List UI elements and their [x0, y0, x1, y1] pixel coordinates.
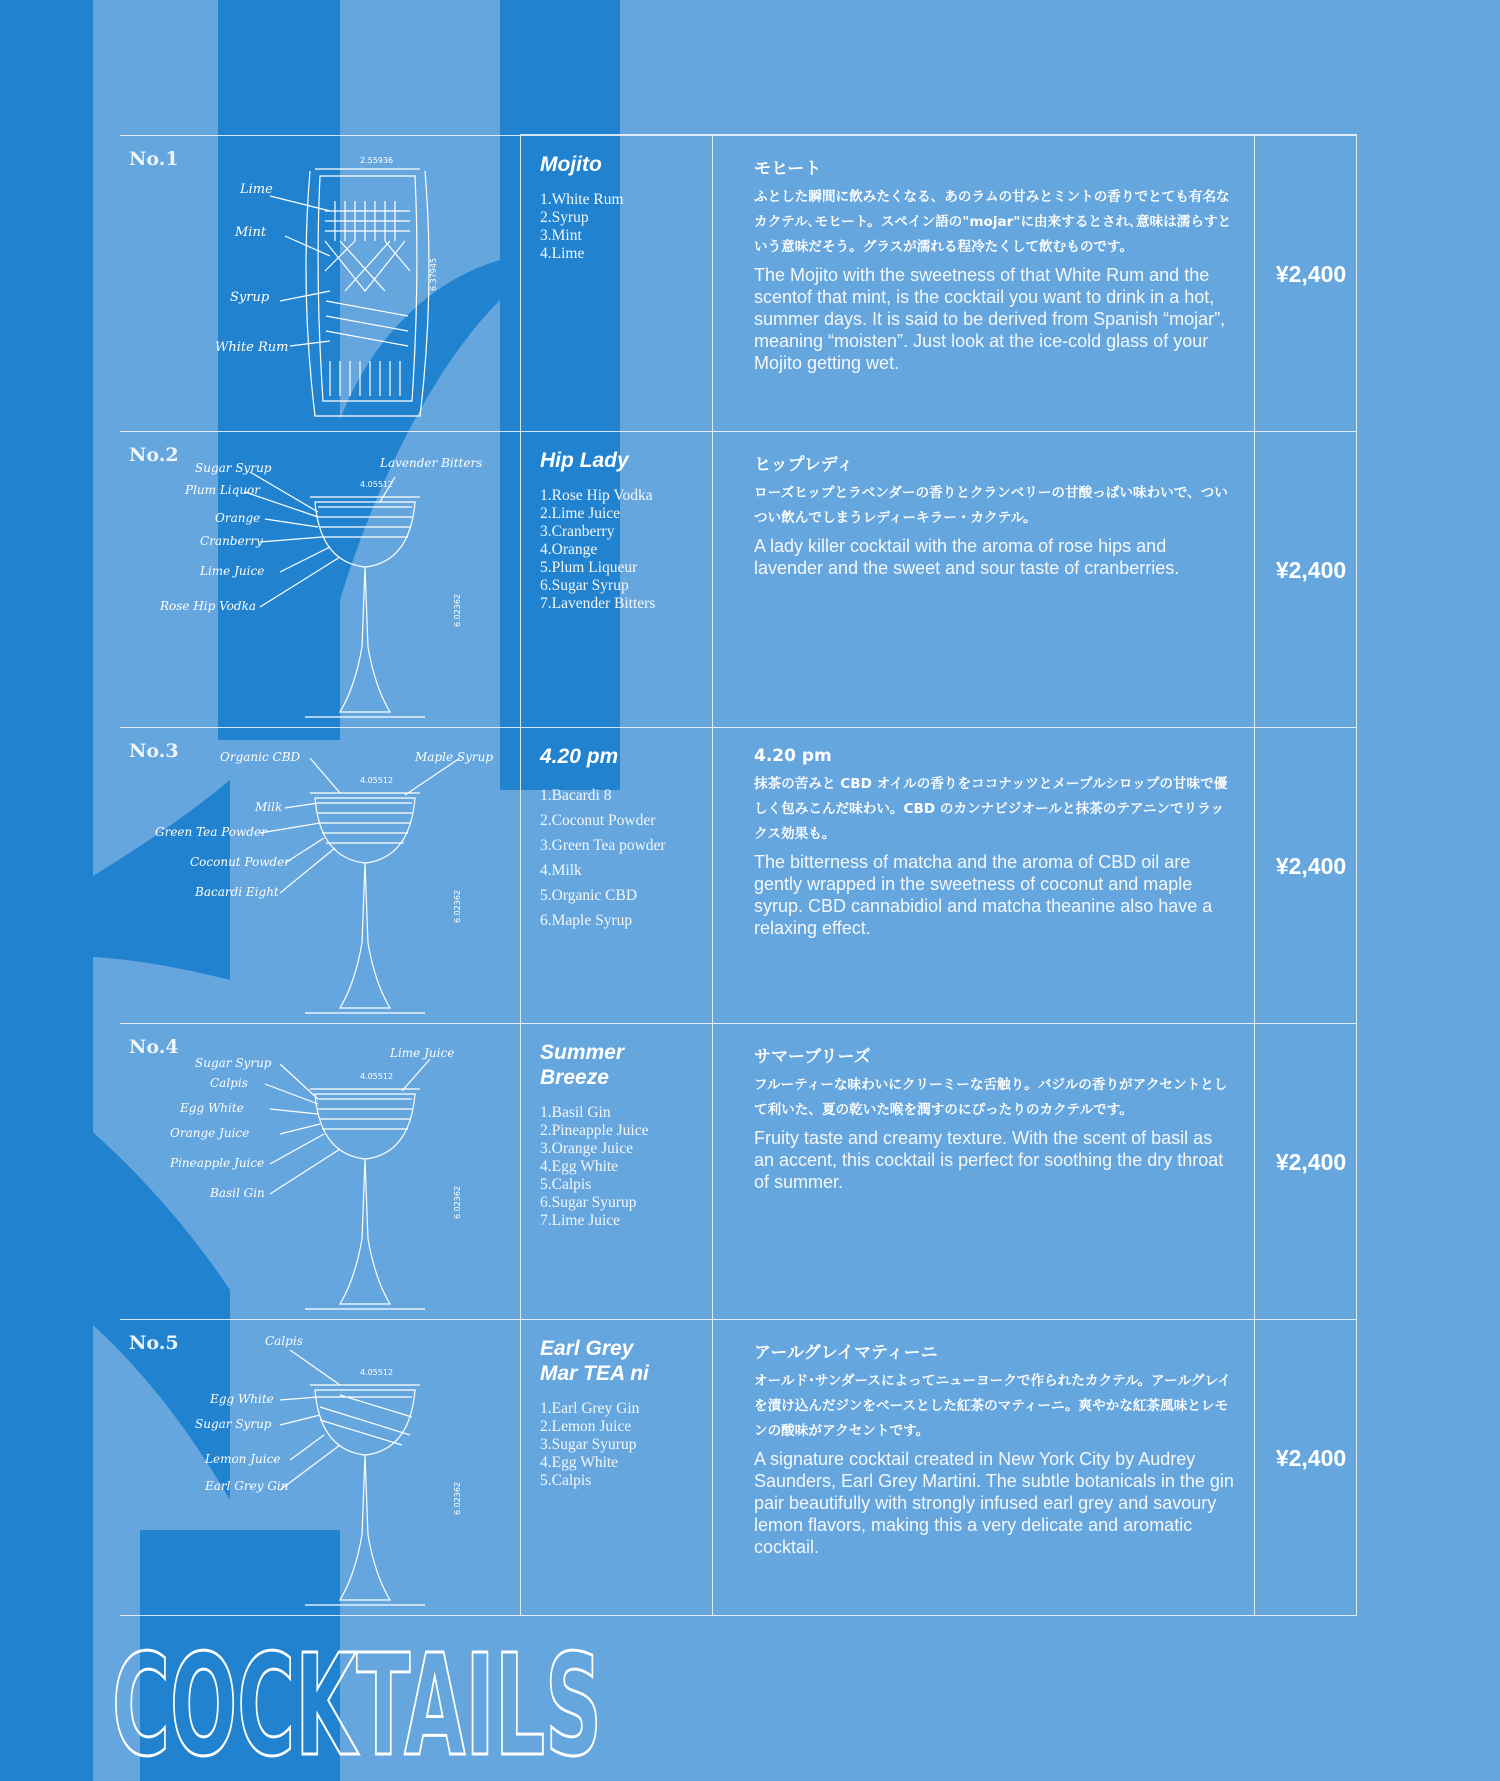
jp-description: オールド･サンダースによってニューヨークで作られたカクテル。アールグレイを漬け込んだジンをベースとした紅茶のマティーニ。爽やかな紅茶風味とレモンの酸味がアクセントです。	[754, 1373, 1231, 1439]
ingredient-list	[540, 1400, 725, 1490]
sketch-label: Lavender Bitters	[380, 456, 483, 470]
ingredient-list	[540, 1104, 725, 1230]
description-column	[754, 450, 1234, 579]
ingredient-item: 4.Orange	[540, 541, 598, 558]
price: ¥2,400	[1275, 1445, 1347, 1471]
sketch-label: Earl Grey Gin	[205, 1479, 289, 1493]
en-description: The Mojito with the sweetness of that White Rum and the scentof that mint, is the cocktail you want to drink in a hot, summer days. It is said to be derived from Spanish “mojar”, meaning “moisten”. Just look at the ice-cold glass of your Mojito getting wet.	[754, 265, 1226, 373]
ingredient-item: 6.Sugar Syurup	[540, 1194, 637, 1211]
cocktail-name: Earl Grey Mar TEA ni	[540, 1337, 649, 1385]
col-divider	[1254, 728, 1255, 1023]
jp-title: アールグレイマティーニ	[754, 1343, 938, 1363]
ingredient-item: 1.Rose Hip Vodka	[540, 487, 653, 504]
menu-row-1	[120, 135, 1357, 431]
col-divider	[1254, 1320, 1255, 1615]
en-description: Fruity taste and creamy texture. With the scent of basil as an accent, this cocktail is perfect for soothing the dry throat of summer.	[754, 1128, 1224, 1192]
sketch-label: Lime Juice	[390, 1046, 455, 1060]
sketch-label: Milk	[255, 800, 283, 814]
item-number: No.2	[129, 444, 179, 466]
sketch-label: Rose Hip Vodka	[160, 599, 257, 613]
sketch-label: Bacardi Eight	[195, 885, 279, 899]
sketch-label: Calpis	[265, 1334, 303, 1348]
sketch-label: Cranberry	[200, 534, 263, 548]
ingredients-column	[540, 1336, 725, 1490]
sketch-label: White Rum	[215, 340, 289, 355]
title-text: COCKTAILS	[112, 1625, 602, 1781]
sketch-label: Plum Liquor	[185, 483, 261, 497]
sketch-label: Orange	[215, 511, 261, 525]
price: ¥2,400	[1275, 1149, 1347, 1175]
sketch-label: Pineapple Juice	[170, 1156, 265, 1170]
ingredient-item: 3.Green Tea powder	[540, 837, 666, 854]
sketch-label: Green Tea Powder	[155, 825, 267, 839]
col-divider	[520, 1024, 521, 1319]
sketch-dimension: 4.05512	[360, 1072, 394, 1081]
four-twenty-glass-sketch	[140, 733, 510, 1018]
sketch-dimension: 4.05512	[360, 1368, 394, 1377]
sketch-label: Basil Gin	[210, 1186, 265, 1200]
cocktail-name: Summer Breeze	[540, 1041, 625, 1089]
ingredient-item: 3.Mint	[540, 227, 582, 244]
ingredient-item: 2.Syrup	[540, 209, 589, 226]
sketch-label: Lime Juice	[200, 564, 265, 578]
col-divider	[520, 136, 521, 431]
ingredient-item: 2.Lemon Juice	[540, 1418, 632, 1435]
sketch-label: Syrup	[230, 290, 270, 305]
sketch-label: Egg White	[180, 1101, 244, 1115]
en-description: The bitterness of matcha and the aroma of CBD oil are gently wrapped in the sweetness of coconut and maple syrup. CBD cannabidiol and matcha theanine also have a relaxing effect.	[754, 852, 1213, 938]
item-number: No.3	[129, 740, 179, 762]
cocktail-menu	[120, 135, 1357, 1616]
ingredient-item: 4.Egg White	[540, 1158, 619, 1175]
sketch-dimension: 6.02362	[453, 1481, 462, 1515]
ingredient-item: 4.Lime	[540, 245, 585, 262]
ingredient-item: 2.Lime Juice	[540, 505, 621, 522]
ingredient-item: 1.White Rum	[540, 191, 624, 208]
sketch-label: Organic CBD	[220, 750, 301, 764]
en-description: A lady killer cocktail with the aroma of rose hips and lavender and the sweet and sour taste of cranberries.	[754, 536, 1180, 578]
hip-lady-glass-sketch	[140, 437, 510, 722]
ingredient-item: 6.Maple Syrup	[540, 912, 633, 929]
cocktail-name: Mojito	[540, 153, 602, 176]
col-divider	[1254, 1024, 1255, 1319]
sketch-dimension: 4.05512	[360, 480, 394, 489]
ingredient-item: 3.Orange Juice	[540, 1140, 633, 1157]
summer-breeze-glass-sketch	[140, 1029, 510, 1314]
mojito-glass-sketch	[140, 141, 510, 426]
sketch-dimension: 6.37945	[429, 257, 438, 291]
ingredient-item: 3.Cranberry	[540, 523, 615, 540]
sketch-label: Calpis	[210, 1076, 248, 1090]
ingredients-column	[540, 448, 725, 613]
sketch-dimension: 2.55936	[360, 156, 394, 165]
menu-row-3	[120, 727, 1357, 1023]
ingredient-item: 5.Plum Liqueur	[540, 559, 638, 576]
col-divider	[1254, 136, 1255, 431]
ingredient-item: 6.Sugar Syrup	[540, 577, 629, 594]
price: ¥2,400	[1275, 853, 1347, 879]
sketch-label: Lime	[240, 182, 273, 197]
ingredients-column	[540, 152, 725, 263]
description-column	[754, 1042, 1234, 1193]
ingredient-item: 7.Lavender Bitters	[540, 595, 656, 612]
ingredient-item: 4.Milk	[540, 862, 582, 879]
jp-title: 4.20 pm	[754, 746, 832, 766]
price: ¥2,400	[1275, 261, 1347, 287]
ingredients-column	[540, 744, 725, 933]
sketch-dimension: 6.02362	[453, 1185, 462, 1219]
item-number: No.4	[129, 1036, 179, 1058]
sketch-label: Sugar Syrup	[195, 1417, 272, 1431]
description-column	[754, 746, 1234, 939]
menu-row-4	[120, 1023, 1357, 1319]
ingredient-item: 7.Lime Juice	[540, 1212, 621, 1229]
sketch-label: Egg White	[210, 1392, 274, 1406]
ingredient-item: 4.Egg White	[540, 1454, 619, 1471]
jp-description: 抹茶の苦みと CBD オイルの香りをココナッツとメープルシロップの甘味で優しく包みこんだ味わい。CBD のカンナビジオールと抹茶のテアニンでリラックス効果も。	[754, 776, 1228, 842]
item-number: No.1	[129, 148, 179, 170]
jp-title: ヒップレディ	[754, 455, 854, 475]
ingredient-item: 1.Basil Gin	[540, 1104, 611, 1121]
col-divider	[1254, 432, 1255, 727]
price: ¥2,400	[1275, 557, 1347, 583]
ingredient-item: 1.Bacardi 8	[540, 787, 612, 804]
ingredients-column	[540, 1040, 725, 1230]
cocktail-name: Hip Lady	[540, 449, 629, 472]
ingredient-item: 5.Calpis	[540, 1176, 592, 1193]
menu-row-2	[120, 431, 1357, 727]
description-column	[754, 1338, 1234, 1558]
col-divider	[520, 1320, 521, 1615]
earl-grey-glass-sketch	[140, 1325, 510, 1610]
jp-description: フルーティーな味わいにクリーミーな舌触り。バジルの香りがアクセントとして利いた、夏の乾いた喉を潤すのにぴったりのカクテルです。	[754, 1077, 1228, 1118]
jp-title: サマーブリーズ	[754, 1047, 871, 1067]
ingredient-item: 5.Organic CBD	[540, 887, 638, 904]
col-divider	[520, 432, 521, 727]
ingredient-item: 3.Sugar Syurup	[540, 1436, 637, 1453]
sketch-dimension: 6.02362	[453, 593, 462, 627]
cocktail-name: 4.20 pm	[540, 745, 619, 768]
sketch-dimension: 6.02362	[453, 889, 462, 923]
ingredient-list	[540, 191, 725, 263]
sketch-label: Orange Juice	[170, 1126, 250, 1140]
jp-title: モヒート	[754, 159, 822, 179]
ingredient-list	[540, 487, 725, 613]
sketch-label: Maple Syrup	[415, 750, 494, 764]
ingredient-item: 5.Calpis	[540, 1472, 592, 1489]
ingredient-item: 1.Earl Grey Gin	[540, 1400, 640, 1417]
sketch-label: Coconut Powder	[190, 855, 291, 869]
col-divider	[520, 728, 521, 1023]
jp-description: ローズヒップとラベンダーの香りとクランベリーの甘酸っぱい味わいで、ついつい飲んでしまうレディーキラー・カクテル。	[754, 485, 1228, 526]
sketch-label: Lemon Juice	[205, 1452, 281, 1466]
sketch-label: Sugar Syrup	[195, 461, 272, 475]
item-number: No.5	[129, 1332, 179, 1354]
ingredient-item: 2.Coconut Powder	[540, 812, 656, 829]
sketch-label: Sugar Syrup	[195, 1056, 272, 1070]
sketch-label: Mint	[235, 225, 267, 240]
en-description: A signature cocktail created in New York City by Audrey Saunders, Earl Grey Martini. The subtle botanicals in the gin pair beautifully with strongly infused earl grey and savoury lemon flavors, making this a very delicate and aromatic cocktail.	[754, 1449, 1234, 1557]
menu-row-5	[120, 1319, 1357, 1616]
description-column	[754, 154, 1234, 374]
ingredient-list	[540, 783, 725, 933]
sketch-dimension: 4.05512	[360, 776, 394, 785]
jp-description: ふとした瞬間に飲みたくなる、あのラムの甘みとミントの香りでとても有名なカクテル､モヒート。スペイン語の"mojar"に由来するとされ､意味は濡らすという意味だそう。グラスが濡れる程冷たくして飲むものです。	[754, 189, 1232, 255]
cocktails-title	[108, 1618, 608, 1781]
ingredient-item: 2.Pineapple Juice	[540, 1122, 649, 1139]
